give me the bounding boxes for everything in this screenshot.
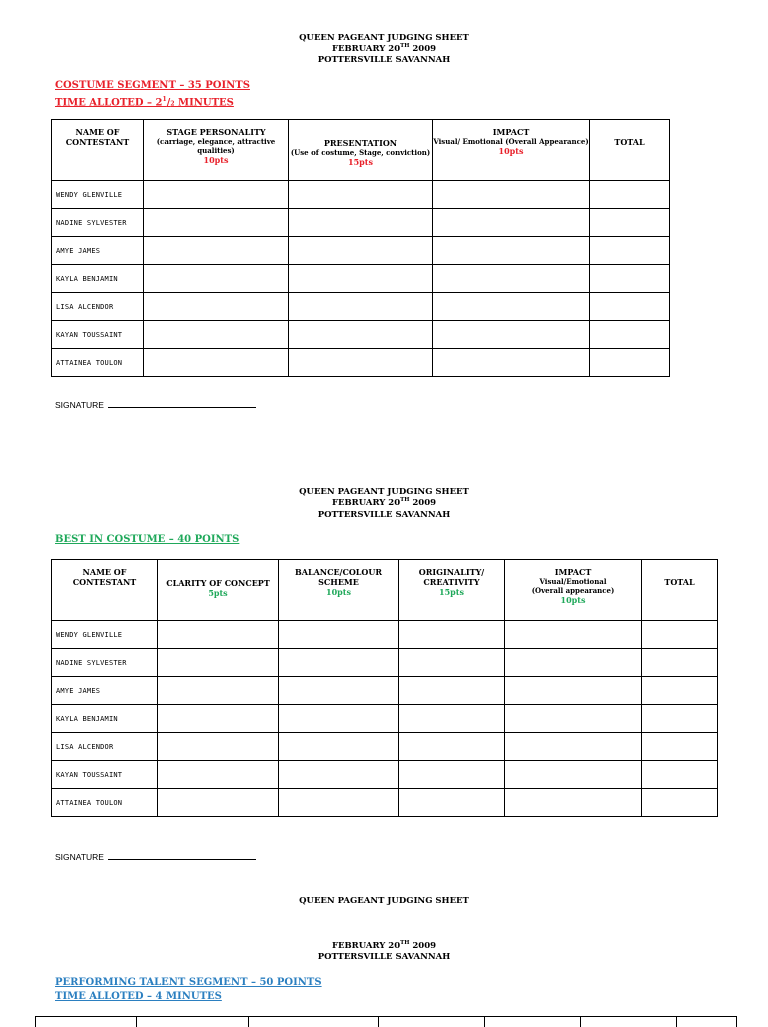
score-cell[interactable] (505, 621, 642, 649)
score-cell[interactable] (399, 649, 505, 677)
score-cell[interactable] (289, 209, 433, 237)
col-header-balance: BALANCE/COLOUR SCHEME 10pts (279, 560, 399, 621)
score-cell[interactable] (279, 705, 399, 733)
signature-line-2: SIGNATURE (55, 851, 256, 862)
contestant-name: LISA ALCENDOR (52, 293, 144, 321)
col-header-impact: IMPACT Visual/ Emotional (Overall Appearance) 10pts (433, 120, 590, 181)
score-cell[interactable] (505, 705, 642, 733)
score-cell[interactable] (433, 209, 590, 237)
contestant-name: WENDY GLENVILLE (52, 181, 144, 209)
col-header-stage-personality: STAGE PERSONALITY (carriage, elegance, attractive qualities) 10pts (144, 120, 289, 181)
table-row (52, 321, 670, 349)
sheet-location-3: POTTERSVILLE SAVANNAH (317, 952, 451, 962)
score-cell[interactable] (144, 265, 289, 293)
col-header-presentation: PRESENTATION (Use of costume, Stage, conviction) 15pts (289, 120, 433, 181)
score-cell[interactable] (289, 321, 433, 349)
contestant-name: LISA ALCENDOR (52, 733, 158, 761)
score-cell[interactable] (505, 789, 642, 817)
col-header-clarity: CLARITY OF CONCEPT 5pts (158, 560, 279, 621)
talent-table-top (35, 1016, 737, 1027)
table-row (52, 293, 670, 321)
sheet-date-2: FEBRUARY 20TH 2009 (331, 497, 437, 508)
signature-line-1: SIGNATURE (55, 399, 256, 410)
table-row (52, 349, 670, 377)
table-row (52, 237, 670, 265)
score-cell[interactable] (144, 349, 289, 377)
total-cell[interactable] (590, 181, 670, 209)
total-cell[interactable] (642, 649, 718, 677)
score-cell[interactable] (505, 649, 642, 677)
score-cell[interactable] (158, 789, 279, 817)
total-cell[interactable] (642, 733, 718, 761)
contestant-name: KAYAN TOUSSAINT (52, 321, 144, 349)
score-cell[interactable] (505, 677, 642, 705)
contestant-name: KAYAN TOUSSAINT (52, 761, 158, 789)
score-cell[interactable] (433, 349, 590, 377)
score-cell[interactable] (279, 761, 399, 789)
costume-scoring-table (51, 119, 670, 377)
total-cell[interactable] (590, 209, 670, 237)
contestant-name: ATTAINEA TOULON (52, 789, 158, 817)
table-row (52, 265, 670, 293)
total-cell[interactable] (642, 677, 718, 705)
table-row (52, 621, 718, 649)
table-row (52, 181, 670, 209)
contestant-name: KAYLA BENJAMIN (52, 265, 144, 293)
total-cell[interactable] (590, 293, 670, 321)
score-cell[interactable] (279, 621, 399, 649)
contestant-name: NADINE SYLVESTER (52, 209, 144, 237)
score-cell[interactable] (433, 321, 590, 349)
contestant-name: NADINE SYLVESTER (52, 649, 158, 677)
sheet-location-1: POTTERSVILLE SAVANNAH (317, 55, 451, 65)
sheet-date-1: FEBRUARY 20TH 2009 (331, 43, 437, 54)
score-cell[interactable] (399, 761, 505, 789)
score-cell[interactable] (144, 237, 289, 265)
contestant-name: AMYE JAMES (52, 677, 158, 705)
score-cell[interactable] (399, 705, 505, 733)
signature-field[interactable] (108, 399, 256, 408)
score-cell[interactable] (158, 761, 279, 789)
col-header-name: NAME OF CONTESTANT (52, 120, 144, 181)
score-cell[interactable] (158, 621, 279, 649)
total-cell[interactable] (590, 237, 670, 265)
score-cell[interactable] (433, 265, 590, 293)
table-row (52, 761, 718, 789)
score-cell[interactable] (279, 649, 399, 677)
score-cell[interactable] (158, 649, 279, 677)
table-row (52, 789, 718, 817)
col-header-name: NAME OF CONTESTANT (52, 560, 158, 621)
table-row (52, 677, 718, 705)
score-cell[interactable] (158, 733, 279, 761)
score-cell[interactable] (289, 293, 433, 321)
signature-field[interactable] (108, 851, 256, 860)
sheet-title-3: QUEEN PAGEANT JUDGING SHEET (299, 896, 469, 906)
total-cell[interactable] (590, 349, 670, 377)
col-header-total: TOTAL (642, 560, 718, 621)
contestant-name: WENDY GLENVILLE (52, 621, 158, 649)
best-costume-scoring-table (51, 559, 718, 817)
score-cell[interactable] (399, 621, 505, 649)
score-cell[interactable] (158, 705, 279, 733)
contestant-name: AMYE JAMES (52, 237, 144, 265)
segment-title-costume: COSTUME SEGMENT – 35 POINTS (55, 80, 250, 91)
score-cell[interactable] (289, 265, 433, 293)
score-cell[interactable] (399, 677, 505, 705)
score-cell[interactable] (399, 789, 505, 817)
sheet-title-1: QUEEN PAGEANT JUDGING SHEET (299, 33, 469, 43)
score-cell[interactable] (433, 237, 590, 265)
total-cell[interactable] (590, 265, 670, 293)
score-cell[interactable] (144, 321, 289, 349)
score-cell[interactable] (144, 181, 289, 209)
score-cell[interactable] (158, 677, 279, 705)
score-cell[interactable] (144, 293, 289, 321)
sheet-date-3: FEBRUARY 20TH 2009 (331, 940, 437, 951)
time-allotted-costume: TIME ALLOTED – $2^1/2$ MINUTES (55, 96, 234, 109)
score-cell[interactable] (399, 733, 505, 761)
total-cell[interactable] (642, 789, 718, 817)
total-cell[interactable] (590, 321, 670, 349)
segment-title-best-costume: BEST IN COSTUME – 40 POINTS (55, 534, 240, 545)
score-cell[interactable] (144, 209, 289, 237)
score-cell[interactable] (505, 761, 642, 789)
col-header-total: TOTAL (590, 120, 670, 181)
col-header-originality: ORIGINALITY/ CREATIVITY 15pts (399, 560, 505, 621)
table-row (52, 733, 718, 761)
sheet-location-2: POTTERSVILLE SAVANNAH (317, 510, 451, 520)
score-cell[interactable] (289, 349, 433, 377)
table-row (52, 209, 670, 237)
total-cell[interactable] (642, 705, 718, 733)
score-cell[interactable] (433, 181, 590, 209)
score-cell[interactable] (433, 293, 590, 321)
score-cell[interactable] (289, 237, 433, 265)
col-header-impact: IMPACT Visual/Emotional (Overall appearance) 10pts (505, 560, 642, 621)
contestant-name: ATTAINEA TOULON (52, 349, 144, 377)
total-cell[interactable] (642, 761, 718, 789)
time-allotted-talent: TIME ALLOTED – 4 MINUTES (55, 991, 222, 1002)
score-cell[interactable] (279, 789, 399, 817)
contestant-name: KAYLA BENJAMIN (52, 705, 158, 733)
score-cell[interactable] (279, 677, 399, 705)
sheet-title-2: QUEEN PAGEANT JUDGING SHEET (299, 487, 469, 497)
segment-title-talent: PERFORMING TALENT SEGMENT – 50 POINTS (55, 977, 322, 988)
score-cell[interactable] (289, 181, 433, 209)
score-cell[interactable] (505, 733, 642, 761)
total-cell[interactable] (642, 621, 718, 649)
table-row (52, 649, 718, 677)
table-row (52, 705, 718, 733)
score-cell[interactable] (279, 733, 399, 761)
